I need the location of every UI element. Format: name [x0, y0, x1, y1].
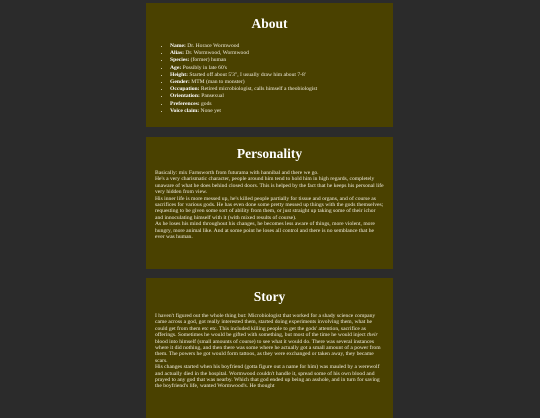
personality-paragraph: Basically: mix Farnsworth from futurama with hannibal and there we go. [155, 170, 319, 176]
story-text-run: I haven't figured out the whole thing but: Microbiologist that worked for a shady science company came across a god, got really interested them, started doing experiments involving them, what he could get from them etc etc. This included killing people to get the gods' attention, sacrifice as offerings. Sometimes he would be gifted with something, but most of the time he would inject [155, 313, 376, 339]
about-item-age [170, 65, 384, 72]
about-list [155, 43, 384, 115]
personality-paragraph: As he loses his mind throughout his changes, he becomes less aware of things, more violent, more hungry, more animal like. And at some point he loses all control and there is no semblance that he ever was human. [155, 221, 375, 241]
about-item-label: Height: [170, 71, 189, 78]
about-item-label: Occupation: [170, 86, 200, 93]
about-item-label: Voice claim: [170, 107, 200, 114]
about-item-value: None yet [199, 107, 221, 114]
story-title: Story [253, 289, 286, 304]
personality-title: Personality [236, 146, 303, 161]
story-panel [146, 278, 393, 418]
personality-paragraph: He's a very charismatic character, people around him tend to hold him in high regards, completely unaware of what he does behind closed doors. This is helped by the fact that he keeps his personal life very hidden from view. [155, 176, 384, 196]
about-title: About [251, 16, 288, 31]
about-item-value: MTM (man to monster) [189, 79, 245, 86]
personality-paragraph: His inner life is more messed up, he's killed people partially for tissue and organs, and of course as sacrifices for various gods. He has even done some pretty messed up things with the gods themselves; requesting to be given some sort of ability from them, or just straight up taking some of their ichor and innoculating himself with it (with mixed results of course). [155, 195, 384, 221]
about-item-value: Retired microbiologist, calls himself a theobiologist [199, 86, 318, 93]
about-item-label: Orientation: [170, 93, 200, 100]
about-item-preferences [170, 101, 384, 108]
about-item-label: Preferences: [170, 100, 200, 107]
about-item-label: Name: [170, 43, 186, 49]
about-item-occupation [170, 86, 384, 93]
about-item-value: Started off about 5'3", I usually draw him about 7-8' [188, 71, 306, 78]
about-item-label: Species: [170, 57, 190, 64]
personality-text [155, 170, 384, 240]
about-panel [146, 3, 393, 127]
about-item-value: Possibly in late 60's [181, 64, 227, 71]
personality-panel [146, 137, 393, 269]
about-item-voice-claim [170, 108, 384, 115]
about-item-label: Alias: [170, 50, 184, 57]
about-item-value: Dr. Wormwood, Wormwood [183, 50, 249, 57]
about-item-orientation [170, 93, 384, 100]
about-item-label: Age: [170, 64, 182, 71]
about-item-value: gods [199, 100, 212, 107]
story-text-run: blood into himself (small amounts of course) to see what it would do. There was several instances where it did nothing, and then there was some where he actually got a small amount of a power from them. The powers he got would form tattoos, as they were exchanged or taken away, they became scars. [155, 338, 381, 364]
about-item-species [170, 57, 384, 64]
about-item-value: Pansexual [199, 93, 224, 100]
about-item-value: Dr. Horace Wormwood [185, 43, 240, 49]
story-paragraph: His changes started when his boyfriend (gotta figure out a name for him) was mauled by a werewolf and actually died in the hospital. Wormwood couldn't handle it, spread some of his own blood and prayed to any god that was nearby. Which that god ended up being an asshole, and in turn for saving the boyfriend's life, wanted Wormwood's. He thought [155, 364, 380, 390]
story-text [155, 313, 384, 390]
about-item-height [170, 72, 384, 79]
about-item-name [170, 43, 384, 50]
about-item-label: Gender: [170, 79, 190, 86]
about-item-value: (former) human [189, 57, 227, 64]
story-paragraph [155, 313, 384, 364]
story-emphasis: their [367, 332, 378, 339]
